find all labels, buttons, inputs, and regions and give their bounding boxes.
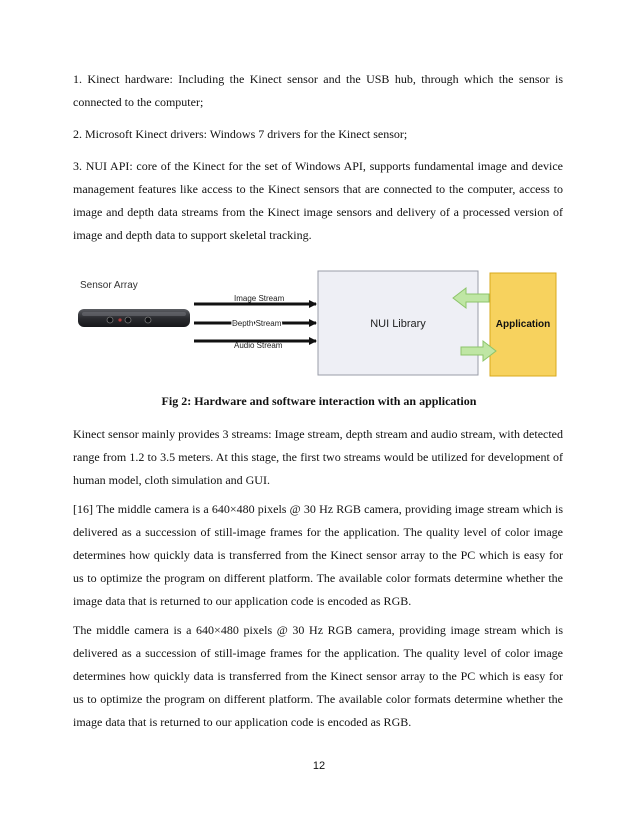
sensor-array-label: Sensor Array xyxy=(80,280,138,291)
nui-library-label: NUI Library xyxy=(370,318,426,330)
kinect-sensor-icon xyxy=(78,309,190,327)
paragraph-nui-api: 3. NUI API: core of the Kinect for the set of Windows API, supports fundamental image and device management features like access to the Kinect sensors that are connected to the computer, access to image and depth data streams from the Kinect image sensors and delivery of a processed version of image and depth data to support skeletal tracking. xyxy=(73,159,563,242)
page-number: 12 xyxy=(312,760,326,772)
depth-stream-label: Depth Stream xyxy=(232,319,282,328)
image-stream-label: Image Stream xyxy=(234,294,285,303)
figure-caption: Fig 2: Hardware and software interaction with an application xyxy=(161,394,477,408)
application-label: Application xyxy=(495,319,551,330)
paragraph-kinect-hardware: 1. Kinect hardware: Including the Kinect sensor and the USB hub, through which the sensor is connected to the computer; xyxy=(73,72,563,109)
paragraph-middle-camera: The middle camera is a 640×480 pixels @ 30 Hz RGB camera, providing image stream which is delivered as a succession of still-image frames for the application. The quality level of color image determines how quickly data is transferred from the Kinect sensor array to the PC which is easy for us to optimize the program on different platform. The available color formats determine whether the image data that is returned to our application code is encoded as RGB. xyxy=(73,623,563,729)
paragraph-kinect-drivers: 2. Microsoft Kinect drivers: Windows 7 drivers for the Kinect sensor; xyxy=(73,127,408,141)
paragraph-kinect-streams: Kinect sensor mainly provides 3 streams: Image stream, depth stream and audio stream, with detected range from 1.2 to 3.5 meters. At this stage, the first two streams would be utilized for development of human model, cloth simulation and GUI. xyxy=(73,427,563,487)
audio-stream-label: Audio Stream xyxy=(234,341,283,350)
hardware-software-figure xyxy=(72,268,566,384)
paragraph-middle-camera-cited: [16] The middle camera is a 640×480 pixels @ 30 Hz RGB camera, providing image stream which is delivered as a succession of still-image frames for the application. The quality level of color image determines how quickly data is transferred from the Kinect sensor array to the PC which is easy for us to optimize the program on different platform. The available color formats determine whether the image data that is returned to our application code is encoded as RGB. xyxy=(73,502,563,608)
